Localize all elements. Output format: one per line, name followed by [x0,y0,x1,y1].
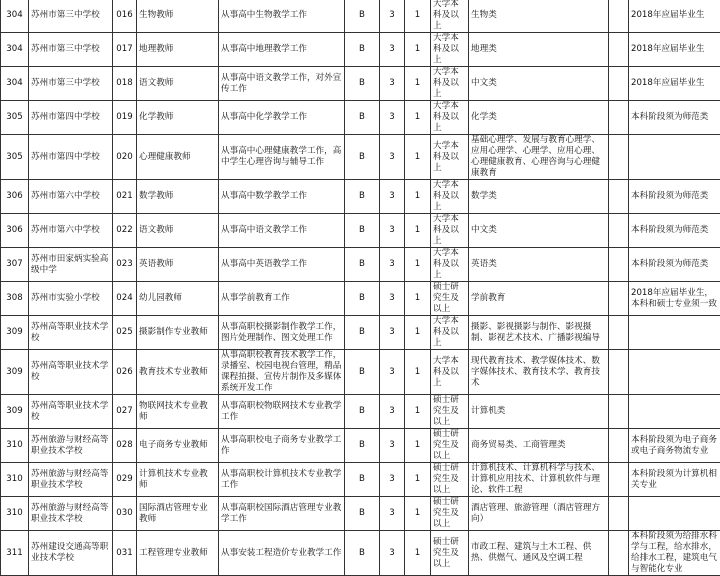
cell-post-description: 从事高中化学教学工作 [219,101,345,135]
cell-other-requirements: 本科阶段须为电子商务或电子商务物流专业 [629,429,720,463]
table-row [1,214,720,248]
cell-post-code: 028 [113,429,137,463]
cell-hire-count: 1 [405,67,431,101]
cell-post-category: B [345,101,380,135]
cell-dept-code: 305 [1,135,29,180]
cell-post-category: B [345,33,380,67]
cell-degree [609,463,629,497]
cell-hire-count: 1 [405,248,431,282]
cell-education: 硕士研究生及以上 [431,395,469,429]
cell-exam-ratio: 3 [380,135,405,180]
cell-major: 中文类 [469,214,609,248]
cell-major: 摄影、影视摄影与制作、影视摄制、影视艺术技术、广播影视编导 [469,316,609,350]
cell-hire-count: 1 [405,429,431,463]
cell-post-code: 018 [113,67,137,101]
cell-post-name: 教育技术专业教师 [137,350,219,395]
cell-hire-count: 1 [405,33,431,67]
cell-education: 硕士研究生及以上 [431,282,469,316]
cell-post-code: 027 [113,395,137,429]
cell-post-category: B [345,316,380,350]
cell-unit-name: 苏州旅游与财经高等职业技术学校 [29,497,113,531]
cell-post-category: B [345,429,380,463]
cell-post-name: 数学教师 [137,180,219,214]
cell-post-description: 从事高中语文教学工作 [219,214,345,248]
table-row [1,531,720,576]
cell-education: 硕士研究生及以上 [431,531,469,576]
cell-exam-ratio: 3 [380,180,405,214]
cell-exam-ratio: 3 [380,531,405,576]
cell-education: 大学本科及以上 [431,350,469,395]
cell-post-category: B [345,395,380,429]
cell-unit-name: 苏州市第六中学校 [29,180,113,214]
table-row [1,67,720,101]
cell-exam-ratio: 3 [380,429,405,463]
cell-other-requirements [629,395,720,429]
cell-post-description: 从事高职校物联网技术专业教学工作 [219,395,345,429]
cell-hire-count: 1 [405,350,431,395]
cell-other-requirements: 2018年应届毕业生 [629,33,720,67]
table-row [1,429,720,463]
cell-other-requirements: 本科阶段须为师范类 [629,214,720,248]
cell-education: 大学本科及以上 [431,67,469,101]
cell-education: 硕士研究生及以上 [431,429,469,463]
cell-post-description: 从事高中英语教学工作 [219,248,345,282]
cell-other-requirements: 2018年应届毕业生，本科和硕士专业须一致 [629,282,720,316]
cell-hire-count: 1 [405,497,431,531]
cell-post-description: 从事安装工程造价专业教学工作 [219,531,345,576]
cell-dept-code: 308 [1,282,29,316]
cell-exam-ratio: 3 [380,67,405,101]
cell-degree [609,248,629,282]
cell-post-name: 生物教师 [137,0,219,33]
cell-degree [609,214,629,248]
cell-dept-code: 305 [1,101,29,135]
cell-major: 数学类 [469,180,609,214]
cell-degree [609,316,629,350]
cell-education: 硕士研究生及以上 [431,497,469,531]
cell-unit-name: 苏州高等职业技术学校 [29,316,113,350]
cell-degree [609,429,629,463]
cell-post-description: 从事高职校国际酒店管理专业教学工作 [219,497,345,531]
cell-degree [609,135,629,180]
cell-dept-code: 304 [1,33,29,67]
cell-hire-count: 1 [405,395,431,429]
cell-post-code: 026 [113,350,137,395]
cell-hire-count: 1 [405,0,431,33]
cell-unit-name: 苏州旅游与财经高等职业技术学校 [29,463,113,497]
cell-post-category: B [345,0,380,33]
cell-major: 生物类 [469,0,609,33]
table-row [1,316,720,350]
cell-dept-code: 309 [1,316,29,350]
cell-post-code: 021 [113,180,137,214]
cell-post-category: B [345,531,380,576]
cell-post-description: 从事高职校电子商务专业教学工作 [219,429,345,463]
cell-education: 大学本科及以上 [431,316,469,350]
cell-dept-code: 309 [1,350,29,395]
cell-education: 大学本科及以上 [431,0,469,33]
cell-other-requirements [629,316,720,350]
cell-post-name: 计算机技术专业教师 [137,463,219,497]
cell-post-description: 从事高中心理健康教学工作，高中学生心理咨询与辅导工作 [219,135,345,180]
cell-post-name: 电子商务专业教师 [137,429,219,463]
cell-post-name: 摄影制作专业教师 [137,316,219,350]
cell-degree [609,395,629,429]
cell-post-category: B [345,248,380,282]
cell-post-name: 英语教师 [137,248,219,282]
cell-hire-count: 1 [405,101,431,135]
cell-post-code: 019 [113,101,137,135]
cell-hire-count: 1 [405,214,431,248]
cell-hire-count: 1 [405,531,431,576]
cell-hire-count: 1 [405,316,431,350]
cell-other-requirements [629,350,720,395]
cell-post-code: 022 [113,214,137,248]
cell-major: 计算机技术、计算机科学与技术、计算机应用技术、计算机软件与理论、软件工程 [469,463,609,497]
cell-major: 计算机类 [469,395,609,429]
cell-other-requirements: 本科阶段须为师范类 [629,248,720,282]
cell-unit-name: 苏州市实验小学校 [29,282,113,316]
table-row [1,180,720,214]
cell-post-name: 物联网技术专业教师 [137,395,219,429]
cell-post-description: 从事学前教育工作 [219,282,345,316]
cell-degree [609,67,629,101]
cell-exam-ratio: 3 [380,282,405,316]
cell-other-requirements: 2018年应届毕业生 [629,67,720,101]
cell-education: 大学本科及以上 [431,214,469,248]
cell-exam-ratio: 3 [380,0,405,33]
table-row [1,33,720,67]
cell-dept-code: 310 [1,497,29,531]
cell-education: 大学本科及以上 [431,135,469,180]
cell-post-description: 从事高职校教育技术教学工作，录播室、校园电视台管理，精品课程拍摄、宣传片制作及多媒体系统开发工作 [219,350,345,395]
cell-post-category: B [345,214,380,248]
table-row [1,463,720,497]
cell-post-category: B [345,463,380,497]
cell-education: 大学本科及以上 [431,180,469,214]
cell-major: 基础心理学、发展与教育心理学、应用心理学、心理学、应用心理、心理健康教育、心理咨询与心理健康教育 [469,135,609,180]
cell-unit-name: 苏州市第四中学校 [29,135,113,180]
cell-post-name: 心理健康教师 [137,135,219,180]
table-row [1,282,720,316]
cell-post-category: B [345,282,380,316]
cell-post-category: B [345,135,380,180]
cell-unit-name: 苏州高等职业技术学校 [29,350,113,395]
cell-unit-name: 苏州市第三中学校 [29,0,113,33]
cell-other-requirements [629,497,720,531]
cell-degree [609,0,629,33]
cell-post-category: B [345,497,380,531]
cell-post-description: 从事高中数学教学工作 [219,180,345,214]
cell-dept-code: 304 [1,67,29,101]
cell-other-requirements: 本科阶段须为给排水科学与工程，给水排水，给排水工程，建筑电气与智能化专业 [629,531,720,576]
cell-unit-name: 苏州旅游与财经高等职业技术学校 [29,429,113,463]
cell-post-name: 国际酒店管理专业教师 [137,497,219,531]
cell-dept-code: 307 [1,248,29,282]
cell-unit-name: 苏州市第四中学校 [29,101,113,135]
cell-dept-code: 306 [1,214,29,248]
cell-degree [609,531,629,576]
cell-other-requirements: 2018年应届毕业生 [629,0,720,33]
cell-exam-ratio: 3 [380,33,405,67]
cell-exam-ratio: 3 [380,350,405,395]
cell-education: 硕士研究生及以上 [431,463,469,497]
table-row [1,101,720,135]
table-row [1,0,720,33]
cell-hire-count: 1 [405,282,431,316]
cell-post-name: 语文教师 [137,214,219,248]
cell-degree [609,101,629,135]
table-row [1,350,720,395]
cell-post-description: 从事高职校计算机技术专业教学工作 [219,463,345,497]
cell-exam-ratio: 3 [380,463,405,497]
cell-major: 学前教育 [469,282,609,316]
table-row [1,248,720,282]
cell-dept-code: 311 [1,531,29,576]
cell-other-requirements: 本科阶段须为计算机相关专业 [629,463,720,497]
cell-major: 化学类 [469,101,609,135]
cell-post-description: 从事高中语文教学工作，对外宣传工作 [219,67,345,101]
cell-post-name: 幼儿园教师 [137,282,219,316]
cell-exam-ratio: 3 [380,497,405,531]
cell-unit-name: 苏州高等职业技术学校 [29,395,113,429]
cell-post-description: 从事高中生物教学工作 [219,0,345,33]
cell-other-requirements: 本科阶段须为师范类 [629,180,720,214]
cell-degree [609,350,629,395]
cell-post-code: 016 [113,0,137,33]
cell-exam-ratio: 3 [380,101,405,135]
cell-post-code: 029 [113,463,137,497]
cell-other-requirements [629,135,720,180]
cell-exam-ratio: 3 [380,214,405,248]
cell-major: 中文类 [469,67,609,101]
cell-unit-name: 苏州市第三中学校 [29,33,113,67]
cell-unit-name: 苏州市田家炳实验高级中学 [29,248,113,282]
cell-post-code: 020 [113,135,137,180]
cell-post-code: 030 [113,497,137,531]
cell-post-name: 化学教师 [137,101,219,135]
cell-hire-count: 1 [405,135,431,180]
cell-post-name: 工程管理专业教师 [137,531,219,576]
cell-unit-name: 苏州市第三中学校 [29,67,113,101]
cell-post-category: B [345,350,380,395]
cell-post-code: 024 [113,282,137,316]
cell-exam-ratio: 3 [380,316,405,350]
table-row [1,395,720,429]
cell-major: 地理类 [469,33,609,67]
cell-post-code: 023 [113,248,137,282]
cell-dept-code: 310 [1,429,29,463]
cell-hire-count: 1 [405,180,431,214]
cell-major: 现代教育技术、教学媒体技术、数字媒体技术、教育技术学、教育技术 [469,350,609,395]
cell-education: 大学本科及以上 [431,101,469,135]
cell-post-category: B [345,67,380,101]
cell-dept-code: 306 [1,180,29,214]
cell-major: 英语类 [469,248,609,282]
cell-degree [609,180,629,214]
cell-dept-code: 310 [1,463,29,497]
cell-post-category: B [345,180,380,214]
cell-unit-name: 苏州建设交通高等职业技术学校 [29,531,113,576]
cell-post-name: 语文教师 [137,67,219,101]
cell-education: 大学本科及以上 [431,33,469,67]
cell-dept-code: 304 [1,0,29,33]
cell-post-name: 地理教师 [137,33,219,67]
cell-exam-ratio: 3 [380,248,405,282]
cell-post-description: 从事高职校摄影制作教学工作，图片处理制作、图文处理工作 [219,316,345,350]
cell-post-description: 从事高中地理教学工作 [219,33,345,67]
cell-major: 商务贸易类、工商管理类 [469,429,609,463]
cell-dept-code: 309 [1,395,29,429]
cell-unit-name: 苏州市第六中学校 [29,214,113,248]
cell-other-requirements: 本科阶段须为师范类 [629,101,720,135]
cell-education: 大学本科及以上 [431,248,469,282]
table-row [1,497,720,531]
cell-post-code: 031 [113,531,137,576]
cell-major: 酒店管理、旅游管理（酒店管理方向） [469,497,609,531]
table-row [1,135,720,180]
cell-post-code: 025 [113,316,137,350]
cell-degree [609,497,629,531]
cell-exam-ratio: 3 [380,395,405,429]
cell-hire-count: 1 [405,463,431,497]
cell-degree [609,282,629,316]
cell-degree [609,33,629,67]
cell-post-code: 017 [113,33,137,67]
cell-major: 市政工程、建筑与土木工程、供热、供燃气、通风及空调工程 [469,531,609,576]
